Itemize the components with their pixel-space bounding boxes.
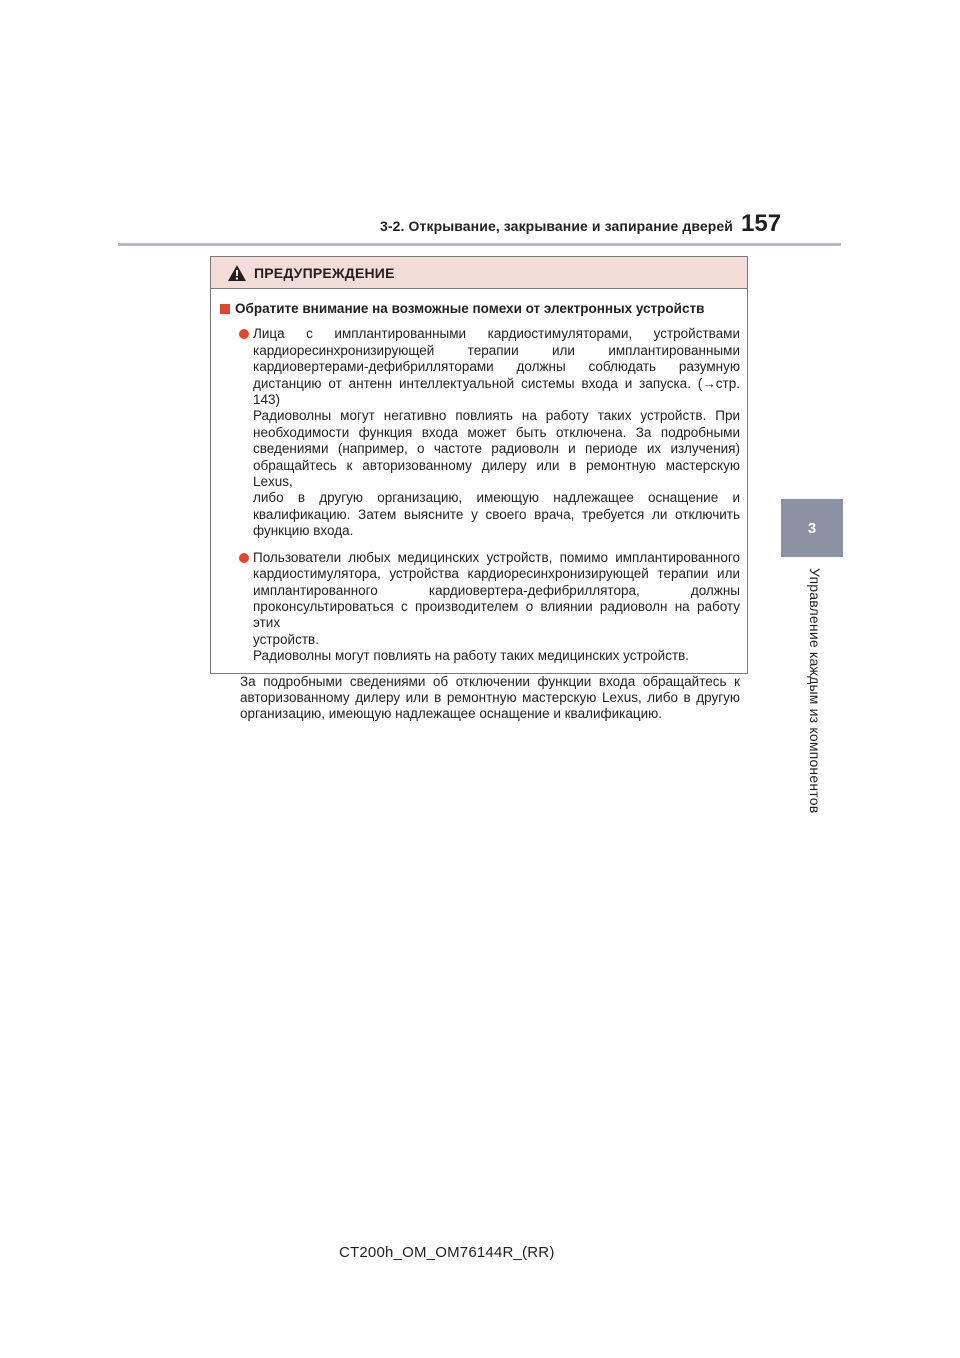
paragraph-line: дистанцию от антенн интеллектуальной системы входа и запуска. (→стр. 143) [253, 375, 740, 408]
paragraph-line: Пользователи любых медицинских устройств, помимо имплантированного [253, 549, 740, 565]
paragraph-line: обращайтесь к авторизованному дилеру или в ремонтную мастерскую Lexus, [253, 457, 740, 490]
header-rule [118, 243, 841, 246]
paragraph-line: Лица с имплантированными кардиостимуляторами, устройствами [253, 326, 740, 342]
paragraph-line: квалификацию. Затем выясните у своего врача, требуется ли отключить [253, 506, 740, 522]
paragraph-line: необходимости функция входа может быть отключена. За подробными [253, 424, 740, 440]
paragraph-line: имплантированного кардиовертера-дефибриллятора, должны [253, 582, 740, 598]
paragraph-line: устройств. [253, 631, 319, 647]
chapter-number: 3 [807, 519, 817, 537]
warning-title: ПРЕДУПРЕЖДЕНИЕ [254, 264, 395, 281]
paragraph-line: За подробными сведениями об отключении функции входа обращайтесь к [240, 673, 740, 689]
warning-note [220, 674, 740, 723]
bullet-item [220, 326, 740, 539]
paragraph-line: кардиовертерами-дефибрилляторами должны соблюдать разумную [253, 359, 740, 375]
paragraph-line: сведениями (например, о частоте радиоволн и периоде их излучения) [253, 441, 740, 457]
paragraph-line: проконсультироваться с производителем о влиянии радиоволн на работу этих [253, 598, 740, 631]
section-title: 3-2. Открывание, закрывание и запирание дверей [380, 218, 733, 234]
paragraph-line: кардиоресинхронизирующей терапии или имплантированными [253, 342, 740, 358]
warning-triangle-icon [227, 264, 247, 282]
paragraph-line: либо в другую организацию, имеющую надлежащее оснащение и [253, 490, 740, 506]
warning-body [211, 289, 747, 723]
page-number: 157 [741, 210, 782, 237]
chapter-tab [781, 499, 843, 557]
paragraph-line: функцию входа. [253, 523, 354, 539]
round-bullet-icon [239, 553, 249, 563]
warning-subheading [220, 301, 740, 317]
document-code: CT200h_OM_OM76144R_(RR) [339, 1244, 555, 1261]
paragraph-line: кардиостимулятора, устройства кардиоресинхронизирующей терапии или [253, 566, 740, 582]
paragraph-line: Радиоволны могут повлиять на работу таких медицинских устройств. [253, 648, 690, 664]
bullet-item [220, 550, 740, 665]
paragraph-line: авторизованному дилеру или в ремонтную мастерскую Lexus, либо в другую [240, 689, 740, 705]
paragraph-line: Радиоволны могут негативно повлиять на работу таких устройств. При [253, 408, 740, 424]
warning-box [210, 256, 748, 722]
subheading-text: Обратите внимание на возможные помехи от электронных устройств [235, 301, 705, 316]
paragraph-line: организацию, имеющую надлежащее оснащение и квалификацию. [240, 706, 663, 722]
round-bullet-icon [239, 329, 249, 339]
warning-header [211, 257, 747, 289]
square-bullet-icon [220, 304, 230, 314]
chapter-label: Управление каждым из компонентов [807, 568, 823, 814]
